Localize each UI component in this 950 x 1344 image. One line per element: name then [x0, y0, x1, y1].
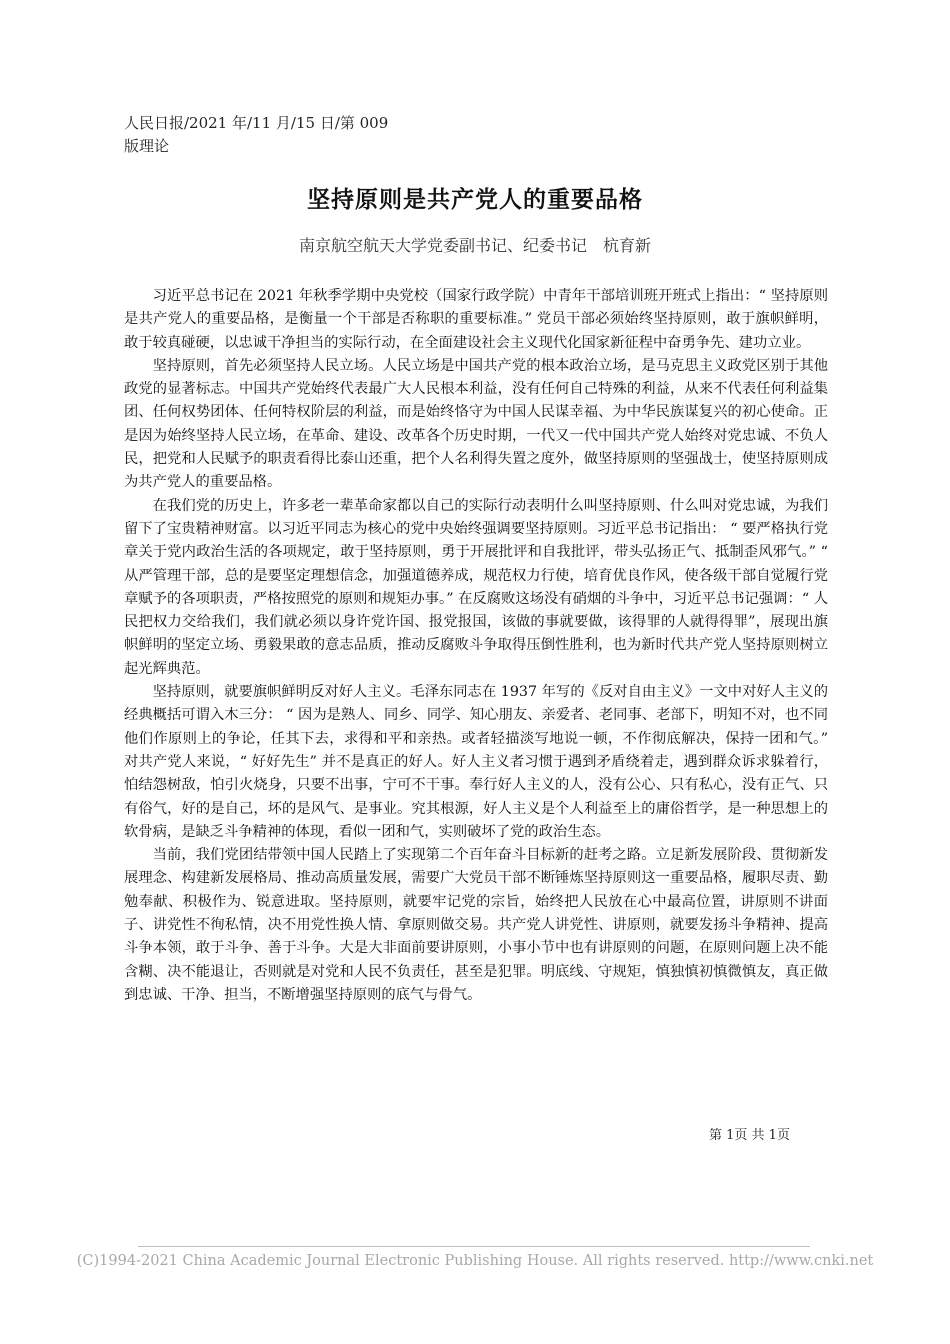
footer-divider: [138, 1246, 810, 1247]
paragraph: 在我们党的历史上，许多老一辈革命家都以自己的实际行动表明什么叫坚持原则、什么叫对党忠诚，为我们留下了宝贵精神财富。以习近平同志为核心的党中央始终强调要坚持原则。习近平总书记指出： “ 要严格执行党章关于党内政治生活的各项规定，敢于坚持原则，勇于开展批评和自我批评，带头弘扬正气、抵制歪风邪气。” “ 从严管理干部，总的是要坚定理想信念，加强道德养成，规范权力行使，培育优良作风，使各级干部自觉履行党章赋予的各项职责，严格按照党的原则和规矩办事。” 在反腐败这场没有硝烟的斗争中，习近平总书记强调：“ 人民把权力交给我们，我们就必须以身许党许国、报党报国，该做的事就要做，该得罪的人就得得罪”，展现出旗帜鲜明的坚定立场、勇毅果敢的意志品质，推动反腐败斗争取得压倒性胜利，也为新时代共产党人坚持原则树立起光辉典范。: [124, 497, 828, 677]
page-number: 第 1页 共 1页: [709, 1128, 790, 1143]
source-line-2: 版理论: [124, 137, 170, 155]
copyright-notice: (C)1994-2021 China Academic Journal Electronic Publishing House. All rights reserved. http://www.cnki.net: [76, 1253, 874, 1269]
source-info: [124, 112, 424, 158]
article-title: 坚持原则是共产党人的重要品格: [307, 187, 643, 213]
source-line-1: 人民日报/2021 年/11 月/15 日/第 009: [124, 114, 389, 132]
article-author: 南京航空航天大学党委副书记、纪委书记 杭育新: [298, 236, 651, 255]
paragraph: 当前，我们党团结带领中国人民踏上了实现第二个百年奋斗目标新的赶考之路。立足新发展阶段、贯彻新发展理念、构建新发展格局、推动高质量发展，需要广大党员干部不断锤炼坚持原则这一重要品格，履职尽责、勤勉奉献、积极作为、锐意进取。坚持原则，就要牢记党的宗旨，始终把人民放在心中最高位置，讲原则不讲面子、讲党性不徇私情，决不用党性换人情、拿原则做交易。共产党人讲党性、讲原则，就要发扬斗争精神、提高斗争本领，敢于斗争、善于斗争。大是大非面前要讲原则，小事小节中也有讲原则的问题，在原则问题上决不能含糊、决不能退让，否则就是对党和人民不负责任，甚至是犯罪。明底线、守规矩，慎独慎初慎微慎友，真正做到忠诚、干净、担当，不断增强坚持原则的底气与骨气。: [124, 847, 828, 1003]
paragraph: 坚持原则，首先必须坚持人民立场。人民立场是中国共产党的根本政治立场，是马克思主义政党区别于其他政党的显著标志。中国共产党始终代表最广大人民根本利益，没有任何自己特殊的利益，从来不代表任何利益集团、任何权势团体、任何特权阶层的利益，而是始终恪守为中国人民谋幸福、为中华民族谋复兴的初心使命。正是因为始终坚持人民立场，在革命、建设、改革各个历史时期，一代又一代中国共产党人始终对党忠诚、不负人民，把党和人民赋予的职责看得比泰山还重，把个人名利得失置之度外，做坚持原则的坚强战士，使坚持原则成为共产党人的重要品格。: [124, 357, 828, 491]
article-body: [124, 285, 828, 1007]
paragraph: 习近平总书记在 2021 年秋季学期中央党校（国家行政学院）中青年干部培训班开班式上指出：“ 坚持原则是共产党人的重要品格，是衡量一个干部是否称职的重要标准。” 党员干部必须始终坚持原则，敢于旗帜鲜明，敢于较真碰硬，以忠诚干净担当的实际行动，在全面建设社会主义现代化国家新征程中奋勇争先、建功立业。: [124, 288, 828, 351]
paragraph: 坚持原则，就要旗帜鲜明反对好人主义。毛泽东同志在 1937 年写的《反对自由主义》一文中对好人主义的经典概括可谓入木三分： “ 因为是熟人、同乡、同学、知心朋友、亲爱者、老同事、老部下，明知不对，也不同他们作原则上的争论，任其下去，求得和平和亲热。或者轻描淡写地说一顿，不作彻底解决，保持一团和气。” 对共产党人来说，“ 好好先生” 并不是真正的好人。好人主义者习惯于遇到矛盾绕着走，遇到群众诉求躲着行，怕结怨树敌，怕引火烧身，只要不出事，宁可不干事。奉行好人主义的人，没有公心、只有私心，没有正气、只有俗气，好的是自己，坏的是风气、是事业。究其根源，好人主义是个人利益至上的庸俗哲学，是一种思想上的软骨病，是缺乏斗争精神的体现，看似一团和气，实则破坏了党的政治生态。: [124, 684, 828, 840]
